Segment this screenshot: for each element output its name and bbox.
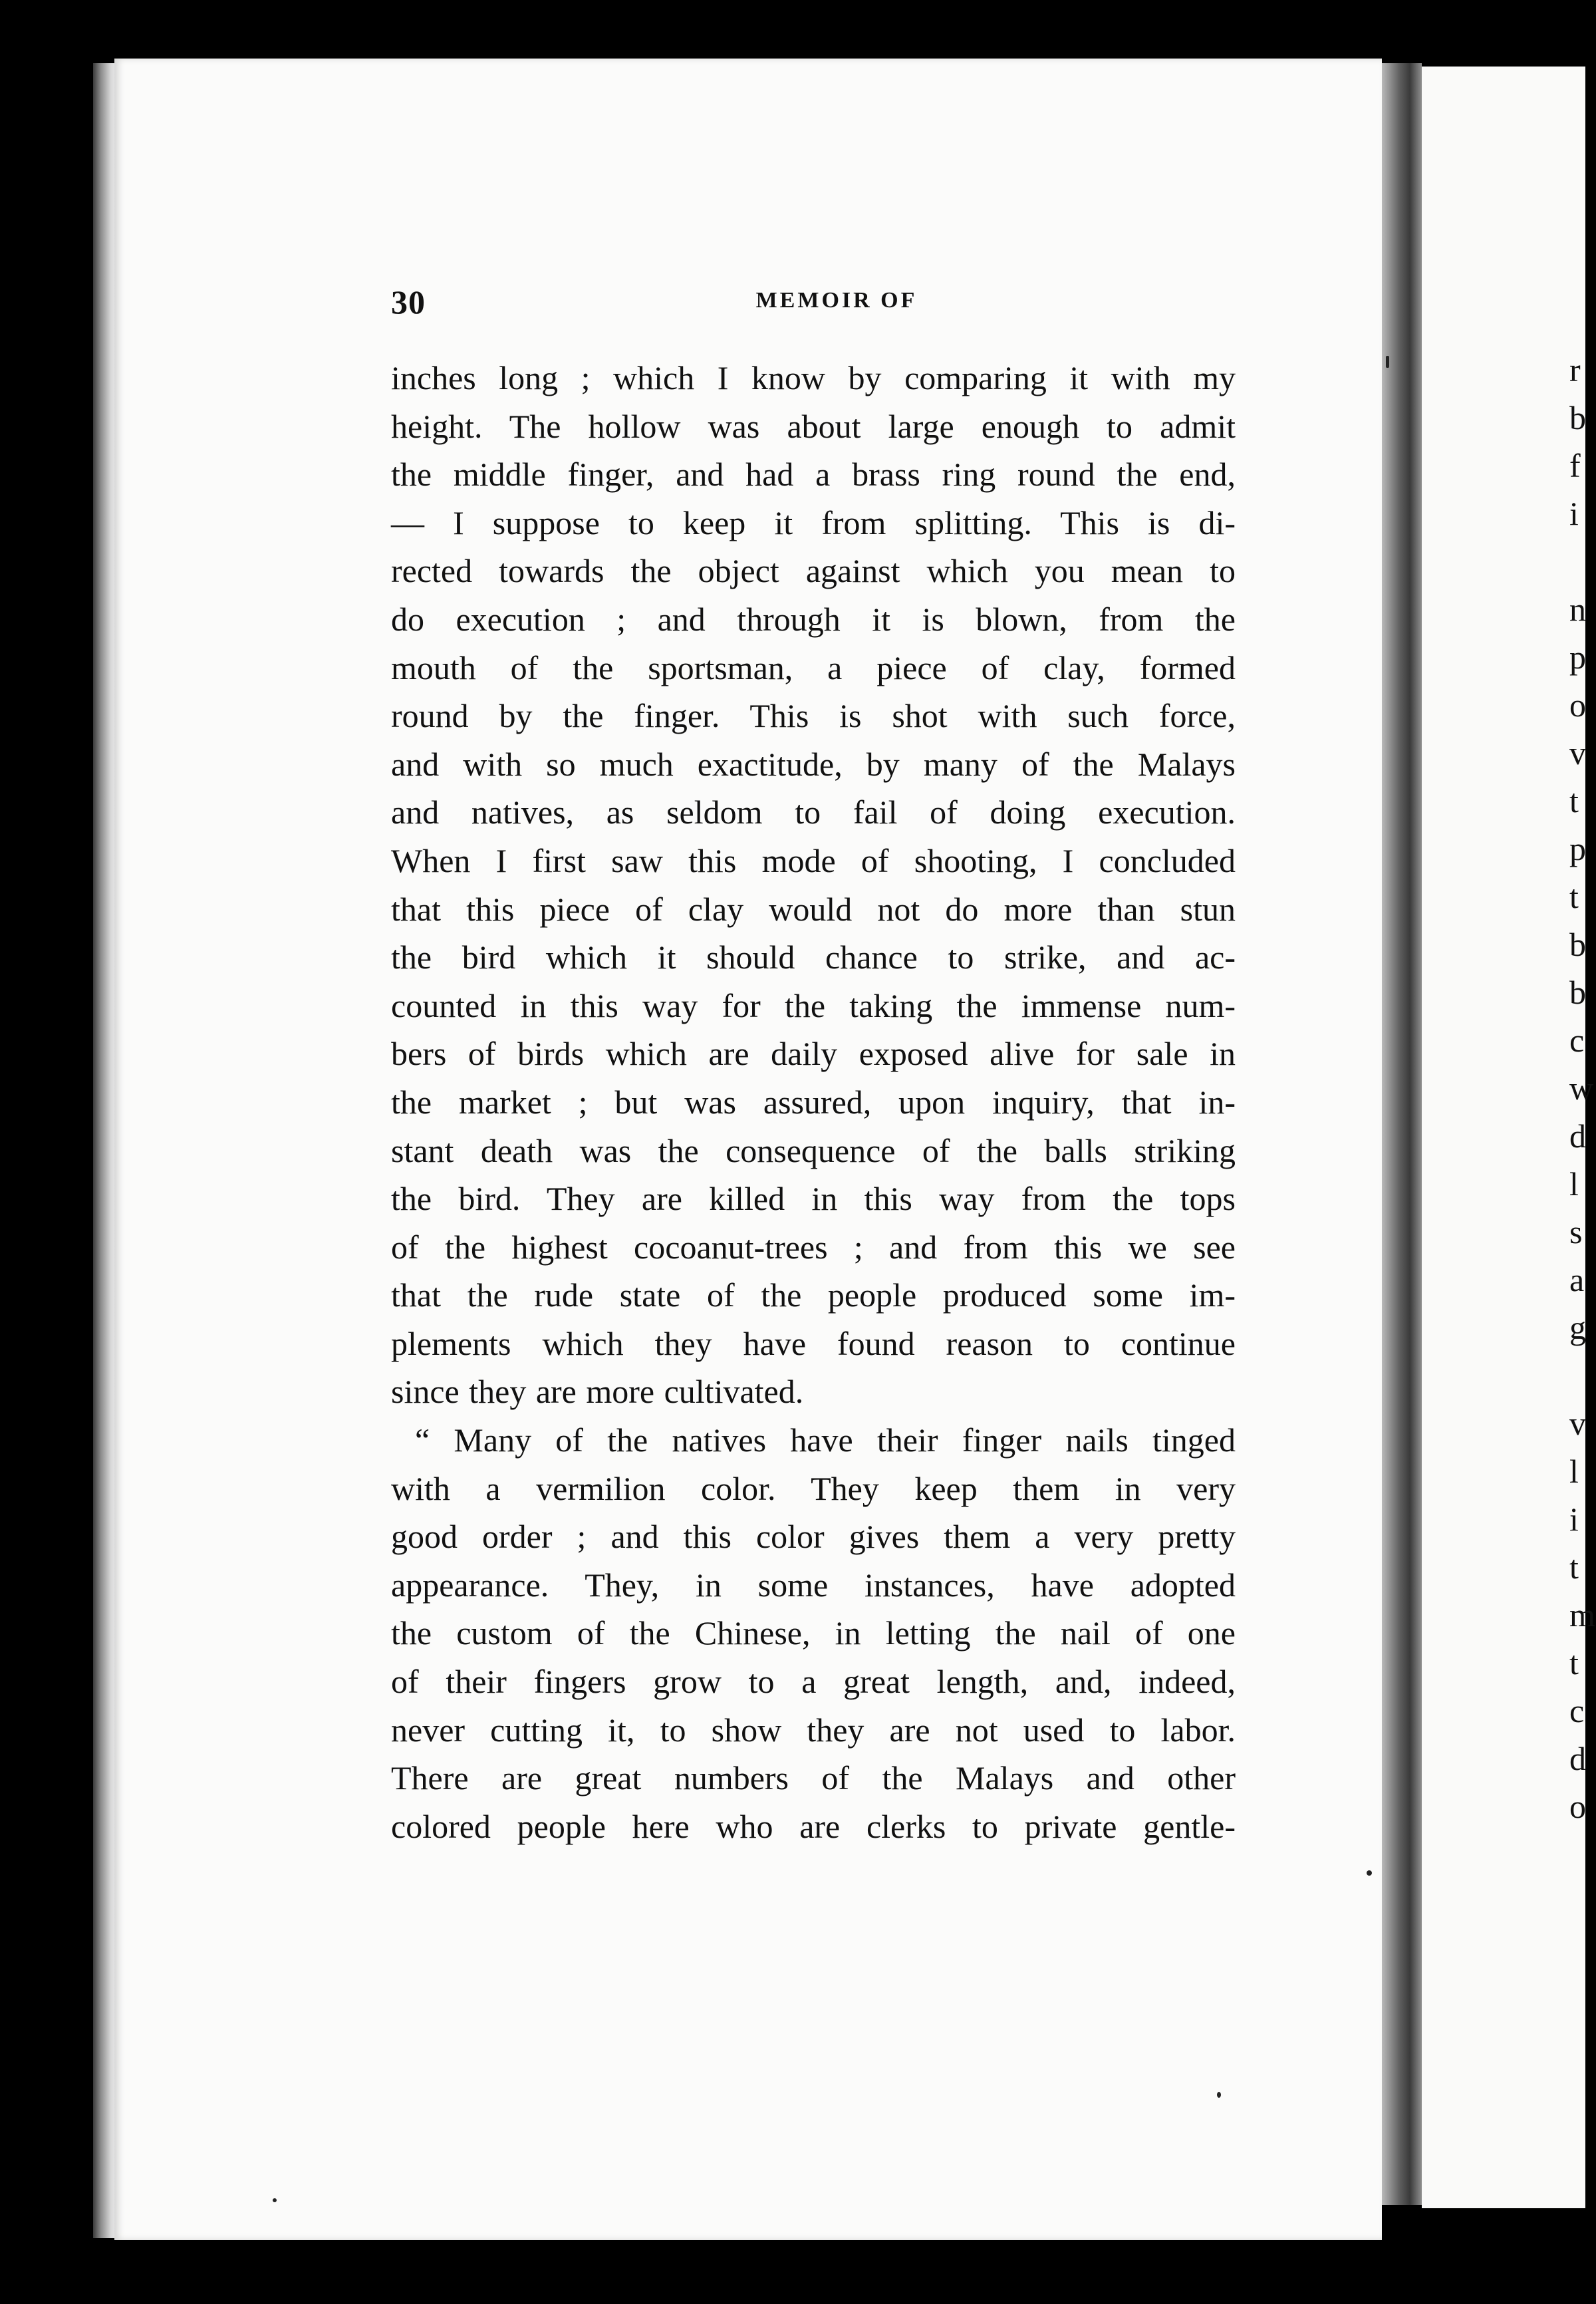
fragment <box>1569 537 1596 585</box>
text-line: plements which they have found reason to continue <box>391 1324 1236 1362</box>
text-line: since they are more cultivated. <box>391 1373 804 1411</box>
fragment: b <box>1569 974 1586 1011</box>
fragment: i <box>1569 1501 1579 1538</box>
fragment: p <box>1569 830 1586 867</box>
fragment: t <box>1569 1548 1579 1586</box>
fragment: o <box>1569 686 1586 724</box>
text-line: colored people here who are clerks to private gentle- <box>391 1807 1236 1845</box>
fragment: t <box>1569 878 1579 915</box>
text-line: the bird. They are killed in this way from the tops <box>391 1180 1236 1218</box>
fragment: s <box>1569 1213 1583 1250</box>
fragment: t <box>1569 782 1579 819</box>
text-line: do execution ; and through it is blown, from the <box>391 600 1236 638</box>
page-gutter <box>1382 63 1422 2205</box>
next-page-sliver <box>1422 67 1585 2208</box>
text-line: inches long ; which I know by comparing it with my <box>391 359 1236 396</box>
body-text <box>391 354 1236 1850</box>
text-line: and natives, as seldom to fail of doing execution. <box>391 793 1236 831</box>
text-line: round by the finger. This is shot with such force, <box>391 697 1236 735</box>
text-line: the bird which it should chance to strike, and ac- <box>391 938 1236 976</box>
text-line: the custom of the Chinese, in letting the nail of one <box>391 1614 1236 1652</box>
text-line: counted in this way for the taking the immense num- <box>391 986 1236 1024</box>
text-line: and with so much exactitude, by many of the Malays <box>391 745 1236 783</box>
paragraph <box>391 354 1236 1416</box>
text-line: mouth of the sportsman, a piece of clay, formed <box>391 648 1236 686</box>
fragment: b <box>1569 399 1586 436</box>
fragment: m <box>1569 1596 1595 1634</box>
text-line: stant death was the consequence of the balls striking <box>391 1131 1236 1169</box>
fragment: a <box>1569 1261 1585 1298</box>
text-line: “ Many of the natives have their finger nails tinged <box>415 1421 1236 1459</box>
running-head <box>391 283 1236 323</box>
text-line: that the rude state of the people produced some im- <box>391 1276 1236 1314</box>
text-line: with a vermilion color. They keep them in very <box>391 1469 1236 1507</box>
fragment: f <box>1569 447 1581 484</box>
text-line: bers of birds which are daily exposed alive for sale in <box>391 1035 1236 1073</box>
fragment: c <box>1569 1022 1585 1059</box>
text-line: rected towards the object against which you mean to <box>391 552 1236 590</box>
text-line: appearance. They, in some instances, have adopted <box>391 1566 1236 1604</box>
scan-speck <box>1386 356 1389 368</box>
scan-speck <box>273 2198 277 2202</box>
text-line: of their fingers grow to a great length, and, indeed, <box>391 1663 1236 1701</box>
fragment: d <box>1569 1117 1586 1155</box>
text-line: the middle finger, and had a brass ring round the end, <box>391 456 1236 494</box>
paragraph <box>391 1416 1236 1850</box>
running-title: MEMOIR OF <box>755 288 918 313</box>
text-line: never cutting it, to show they are not used to labor. <box>391 1711 1236 1749</box>
fragment: v <box>1569 734 1586 772</box>
page-number: 30 <box>391 283 426 321</box>
fragment: w <box>1569 1070 1594 1107</box>
next-page-fragments <box>1569 346 1596 1830</box>
text-line: — I suppose to keep it from splitting. This is di- <box>391 504 1236 541</box>
text-line: When I first saw this mode of shooting, I concluded <box>391 841 1236 879</box>
fragment: t <box>1569 1644 1579 1681</box>
fragment: d <box>1569 1740 1586 1777</box>
text-line: height. The hollow was about large enough to admit <box>391 407 1236 445</box>
fragment: i <box>1569 495 1579 532</box>
text-line: of the highest cocoanut-trees ; and from this we see <box>391 1228 1236 1266</box>
fragment: o <box>1569 1788 1586 1825</box>
fragment: g <box>1569 1309 1586 1346</box>
scan-speck <box>1217 2092 1221 2098</box>
fragment <box>1569 1352 1596 1399</box>
text-line: good order ; and this color gives them a very pretty <box>391 1518 1236 1556</box>
fragment: l <box>1569 1165 1579 1203</box>
text-line: the market ; but was assured, upon inquiry, that in- <box>391 1083 1236 1121</box>
fragment: v <box>1569 1405 1586 1442</box>
fragment: r <box>1569 351 1581 388</box>
fragment: l <box>1569 1453 1579 1490</box>
text-line: There are great numbers of the Malays and other <box>391 1759 1236 1797</box>
fragment: b <box>1569 926 1586 963</box>
scan-speck <box>1367 1870 1372 1876</box>
fragment: c <box>1569 1692 1585 1729</box>
text-line: that this piece of clay would not do more than stun <box>391 890 1236 928</box>
fragment: p <box>1569 639 1586 676</box>
fragment: n <box>1569 591 1586 628</box>
